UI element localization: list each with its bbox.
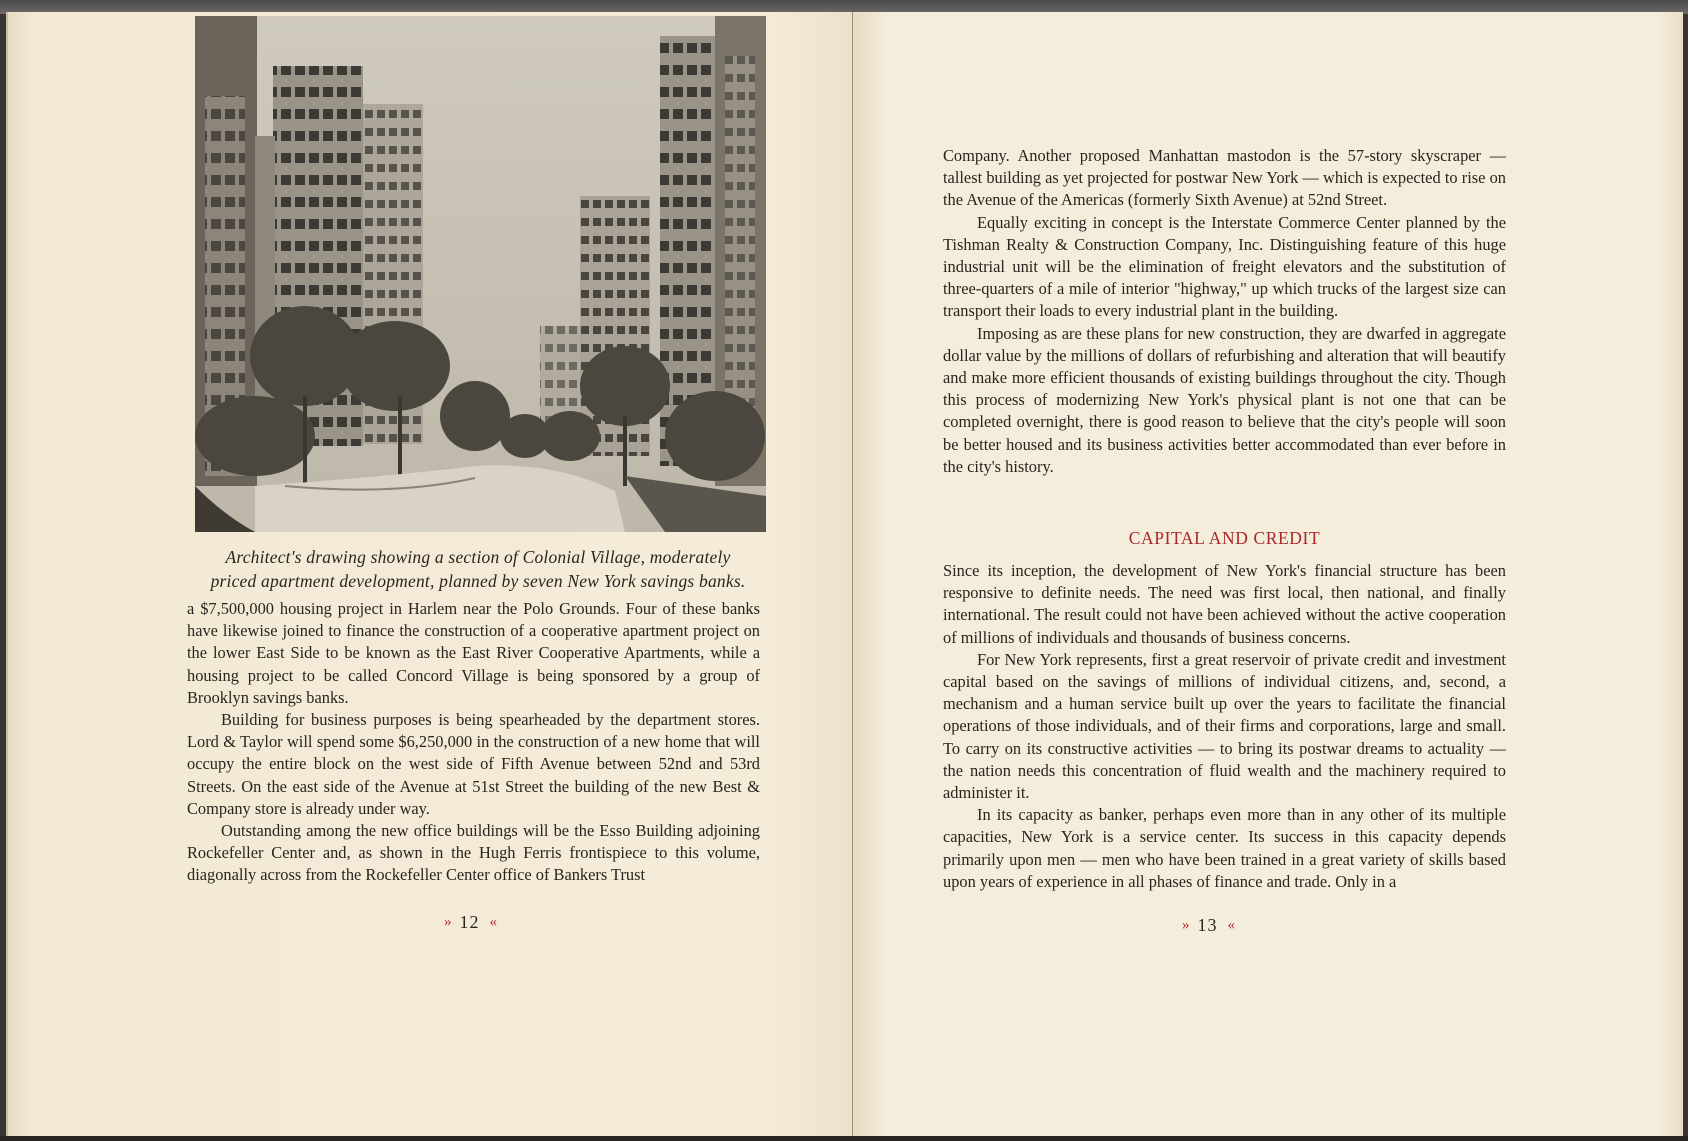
page-number-left <box>444 912 495 933</box>
left-page <box>6 12 854 1138</box>
paragraph: a $7,500,000 housing project in Harlem near the Polo Grounds. Four of these banks have likewise joined to finance the construction of a cooperative apartment project on the lower East Side to be known as the East River Cooperative Apartments, while a housing project to be called Concord Village is being sponsored by a group of Brooklyn savings banks. <box>187 599 760 707</box>
paragraph: Building for business purposes is being spearheaded by the department stores. Lord & Taylor will spend some $6,250,000 in the construction of a new home that will occupy the entire block on the west side of Fifth Avenue between 52nd and 53rd Streets. On the east side of the Avenue at 51st Street the building of the new Best & Company store is already under way. <box>187 710 760 818</box>
section-heading: CAPITAL AND CREDIT <box>1128 528 1321 548</box>
architect-drawing-image <box>195 16 766 532</box>
figure-caption <box>188 545 768 593</box>
page-number: 12 <box>459 912 480 932</box>
paragraph: Since its inception, the development of New York's financial structure has been responsive to definite needs. The need was first local, then national, and finally international. The result could not have been achieved without the active cooperation of millions of individuals and thousands of business concerns. <box>943 561 1506 647</box>
caption-line-1: Architect's drawing showing a section of Colonial Village, moderately <box>225 547 731 567</box>
paragraph: Company. Another proposed Manhattan mastodon is the 57-story skyscraper — tallest building as yet projected for postwar New York — which is expected to rise on the Avenue of the Americas (formerly Sixth Avenue) at 52nd Street. <box>943 146 1506 210</box>
paragraph: Outstanding among the new office buildings will be the Esso Building adjoining Rockefeller Center and, as shown in the Hugh Ferris frontispiece to this volume, diagonally across from the Rockefeller Center office of Bankers Trust <box>187 821 760 885</box>
paragraph: Imposing as are these plans for new construction, they are dwarfed in aggregate dollar value by the millions of dollars of refurbishing and alteration that will beautify and make more efficient thousands of existing buildings throughout the city. Though this process of modernizing New York's physical plant is not one that can be completed overnight, there is good reason to believe that the city's people will soon be better housed and its business activities better accommodated than ever before in the city's history. <box>943 323 1506 476</box>
book-bottom-edge <box>0 1136 1688 1141</box>
colonial-village-illustration <box>195 16 766 532</box>
ornament-left-icon: » <box>1182 917 1188 933</box>
caption-line-2: priced apartment development, planned by seven New York savings banks. <box>210 571 746 591</box>
ornament-right-icon: « <box>1227 917 1233 933</box>
paragraph: For New York represents, first a great reservoir of private credit and investment capital based on the savings of millions of individual citizens, and, second, a mechanism and a human service built up over the years to facilitate the financial operations of those individuals, and of their firms and corporations, large and small. To carry on its constructive activities — to bring its postwar dreams to actuality — the nation needs this concentration of fluid wealth and the machinery required to administer it. <box>943 649 1506 803</box>
ornament-left-icon: » <box>444 914 450 930</box>
paragraph: In its capacity as banker, perhaps even more than in any other of its multiple capacities, New York is a service center. Its success in this capacity depends primarily upon men — men who have been trained in a great variety of skills based upon years of experience in all phases of finance and trade. Only in a <box>943 805 1506 891</box>
right-page-body-bottom <box>943 560 1506 893</box>
page-number: 13 <box>1197 915 1218 935</box>
ornament-right-icon: « <box>489 914 495 930</box>
left-page-body <box>187 598 760 887</box>
paragraph: Equally exciting in concept is the Interstate Commerce Center planned by the Tishman Realty & Construction Company, Inc. Distinguishing feature of this huge industrial unit will be the elimination of freight elevators and the substitution of three-quarters of a mile of interior "highway," up which trucks of the largest size can transport their loads to every industrial plant in the building. <box>943 212 1506 321</box>
right-page-body-top <box>943 145 1506 478</box>
page-number-right <box>1182 915 1233 936</box>
